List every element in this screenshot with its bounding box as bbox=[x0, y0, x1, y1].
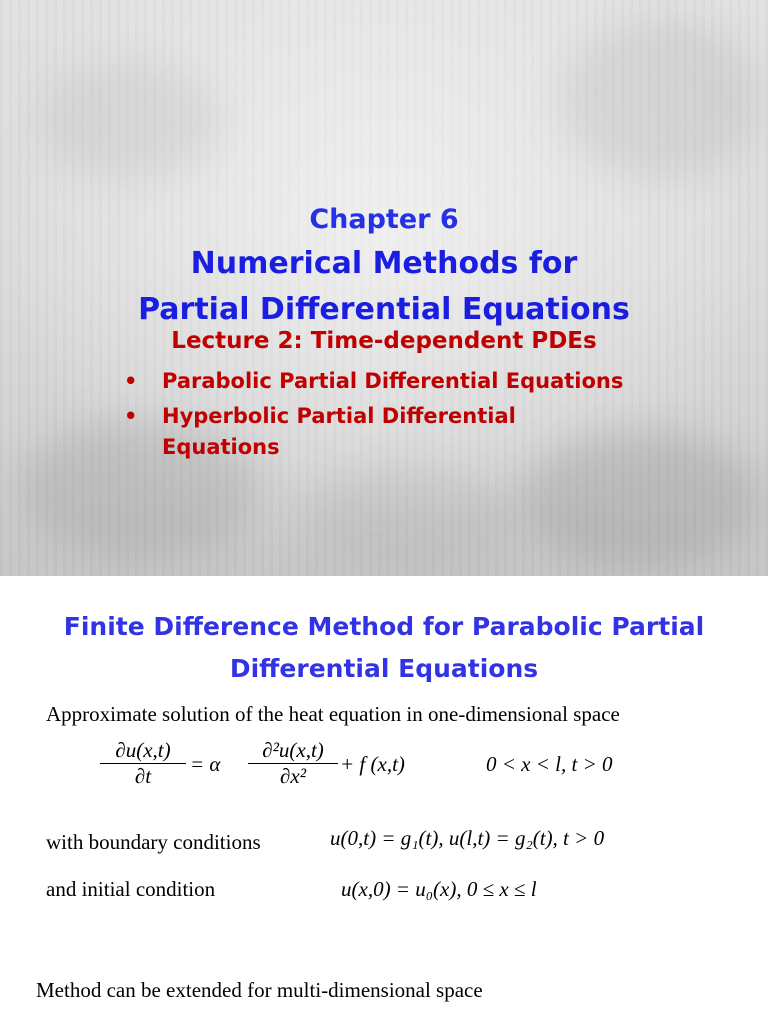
lecture-subtitle: Lecture 2: Time-dependent PDEs bbox=[171, 328, 597, 354]
intro-text: Approximate solution of the heat equation in one-dimensional space bbox=[46, 702, 620, 726]
fraction-numerator: ∂u(x,t) bbox=[115, 738, 171, 762]
fraction-numerator: ∂²u(x,t) bbox=[262, 738, 324, 762]
initial-condition-equation: u(x,0) = u₀(x), 0 ≤ x ≤ l bbox=[341, 877, 537, 901]
topic-text-line-2: Equations bbox=[162, 435, 280, 459]
slide-heading-line-1: Finite Difference Method for Parabolic Partial bbox=[63, 612, 705, 641]
background-texture bbox=[560, 20, 760, 180]
bullet-marker: • bbox=[124, 369, 138, 393]
background-texture bbox=[40, 60, 220, 180]
bullet-marker: • bbox=[124, 404, 138, 428]
fraction-denominator: ∂x² bbox=[280, 764, 306, 788]
background-texture bbox=[300, 470, 520, 570]
boundary-conditions-label: with boundary conditions bbox=[46, 830, 261, 854]
title-line-2: Partial Differential Equations bbox=[138, 292, 630, 327]
boundary-conditions-equation: u(0,t) = g₁(t), u(l,t) = g₂(t), t > 0 bbox=[330, 826, 605, 850]
initial-condition-label: and initial condition bbox=[46, 877, 216, 901]
chapter-label: Chapter 6 bbox=[309, 204, 459, 235]
topic-text: Parabolic Partial Differential Equations bbox=[162, 369, 624, 393]
topic-list bbox=[120, 366, 680, 467]
content-slide bbox=[0, 576, 768, 1024]
topic-item-hyperbolic bbox=[120, 401, 680, 463]
domain-condition: 0 < x < l, t > 0 bbox=[486, 752, 613, 776]
second-derivative-fraction bbox=[248, 738, 338, 789]
title-line-1: Numerical Methods for bbox=[190, 246, 578, 281]
time-derivative-fraction bbox=[100, 738, 186, 789]
equals-alpha: = α bbox=[190, 752, 221, 776]
extension-note: Method can be extended for multi-dimensional space bbox=[36, 978, 483, 1002]
topic-text-line-1: Hyperbolic Partial Differential bbox=[162, 404, 516, 428]
source-term: + f (x,t) bbox=[340, 752, 405, 776]
fraction-denominator: ∂t bbox=[134, 764, 152, 788]
slide-heading-line-2: Differential Equations bbox=[229, 654, 539, 683]
topic-item-parabolic bbox=[120, 366, 680, 397]
